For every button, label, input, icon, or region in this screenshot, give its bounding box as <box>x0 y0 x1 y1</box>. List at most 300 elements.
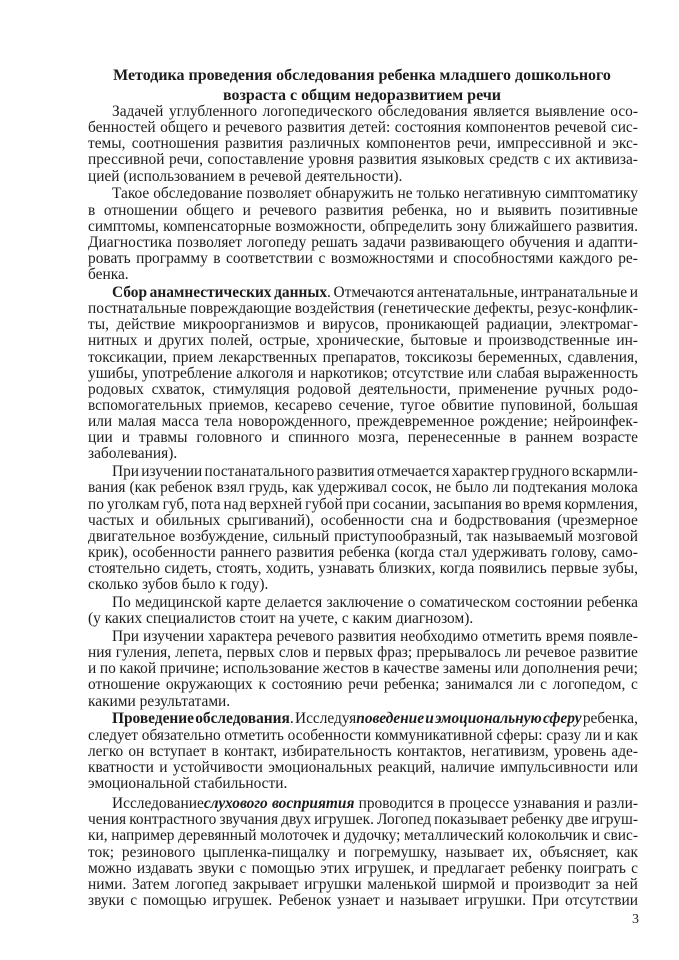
word: проводится <box>358 795 434 813</box>
word: с <box>631 859 638 877</box>
word: выявление <box>535 103 605 120</box>
word: и <box>88 660 97 678</box>
word: дефекты, <box>473 300 534 318</box>
word: является <box>473 103 530 120</box>
word: о <box>407 594 416 612</box>
word: спинного <box>288 429 350 447</box>
word: и <box>439 511 448 529</box>
word: году). <box>230 576 269 594</box>
word: импрессивной <box>497 135 592 153</box>
word: стимуляция <box>212 380 290 398</box>
page-number: 3 <box>632 912 639 927</box>
word: колокольчик <box>507 827 589 845</box>
word: и <box>332 827 341 845</box>
word: логопед <box>175 875 227 893</box>
word: и <box>306 316 315 334</box>
word: гуления, <box>115 644 172 662</box>
word: Такое <box>112 185 150 203</box>
word: первых <box>226 644 275 662</box>
word: дудочку; <box>343 827 401 845</box>
word: прерывалось <box>416 644 501 662</box>
word: их <box>554 151 571 169</box>
word: речевой <box>249 167 302 185</box>
text-line <box>88 529 638 545</box>
word: заболевания). <box>88 445 178 463</box>
word: масса <box>161 413 199 431</box>
word: и <box>143 332 153 350</box>
word: устойчивости <box>172 758 263 776</box>
word: и <box>242 201 251 219</box>
word: сколько <box>88 576 139 594</box>
word: контактов, <box>396 742 466 760</box>
word: характера <box>208 627 273 645</box>
word: средств <box>489 151 539 169</box>
word: с <box>631 676 638 694</box>
word: он <box>128 742 145 760</box>
word: логопедического <box>262 103 373 120</box>
word: или <box>494 660 519 678</box>
text-line <box>88 861 638 877</box>
word: обучения <box>509 233 571 251</box>
word: воздействия <box>294 300 375 318</box>
word: пуповиной, <box>500 397 576 414</box>
word: следует <box>88 726 139 744</box>
word: стоятельно <box>88 560 161 578</box>
text-line <box>88 120 638 136</box>
word: эмоциональную <box>435 710 542 728</box>
word: двух <box>281 811 312 829</box>
word: делается <box>265 594 323 612</box>
word: молока <box>591 479 638 497</box>
word: к <box>219 576 227 594</box>
word: например <box>111 827 175 845</box>
word: свис- <box>603 827 638 845</box>
text-line <box>88 136 638 152</box>
word: близких, <box>378 560 436 578</box>
word: ли <box>584 726 601 744</box>
word: и <box>629 283 638 301</box>
word: каким <box>352 610 393 628</box>
word: к <box>258 676 266 694</box>
word: в <box>437 795 446 813</box>
word: родовых <box>88 380 144 398</box>
text-line <box>88 877 638 893</box>
word: отметить <box>224 726 284 744</box>
word: обследование <box>153 185 243 203</box>
word: данных. <box>274 283 331 301</box>
word: особенности <box>287 726 372 744</box>
text-line <box>88 760 638 776</box>
word: избирательность <box>282 742 392 760</box>
word: Задачей <box>112 103 164 120</box>
word: речи, <box>456 135 491 153</box>
word: ребенку <box>510 859 563 877</box>
word: обязательно <box>141 726 221 744</box>
word: с <box>239 859 247 877</box>
word: ней <box>614 875 638 893</box>
word: развитие <box>579 644 638 662</box>
word: темы, <box>88 135 126 153</box>
word: с <box>543 151 551 169</box>
word: интранатальные <box>520 283 628 301</box>
word: и <box>385 892 394 910</box>
word: пота <box>191 495 221 513</box>
word: ходить, <box>265 560 314 578</box>
text-line <box>88 513 638 529</box>
word: сферы: <box>496 726 543 744</box>
word: и <box>121 429 130 447</box>
word: по <box>99 660 116 678</box>
text-line <box>88 285 638 301</box>
word: слов <box>278 644 309 662</box>
text-line <box>88 350 638 366</box>
word: препаратов, <box>322 348 400 366</box>
word: игрушек. <box>212 892 273 910</box>
word: мозговой <box>577 527 638 545</box>
text-line <box>88 382 638 398</box>
word: изучении <box>143 627 205 645</box>
word: прессивной <box>88 151 165 169</box>
text-line <box>88 645 638 661</box>
word: но <box>455 201 472 219</box>
word: ребенка; <box>383 676 440 694</box>
word: ручных <box>545 380 595 398</box>
word: не <box>436 479 452 497</box>
word: замены <box>442 660 491 678</box>
word: первых <box>325 644 374 662</box>
word: деревянный <box>178 827 257 845</box>
text-line <box>88 398 638 414</box>
word: зубы, <box>602 560 638 578</box>
word: взял <box>216 479 245 497</box>
word: слабая <box>496 364 540 382</box>
word: звуки <box>88 892 125 910</box>
word: с <box>540 676 547 694</box>
word: и <box>140 511 150 529</box>
word: контрастного <box>129 811 217 829</box>
text-line <box>88 545 638 561</box>
text-line <box>88 169 638 185</box>
word: и <box>583 795 593 813</box>
word: кватности <box>88 758 154 776</box>
text-line <box>88 561 638 577</box>
word: головного <box>196 429 263 447</box>
word: новорожденного, <box>238 413 351 431</box>
word: фраз; <box>377 644 413 662</box>
word: По <box>112 594 131 612</box>
word: (чрезмерное <box>557 511 638 529</box>
word: и <box>297 364 306 382</box>
word: и <box>604 726 613 744</box>
word: в <box>238 167 246 185</box>
word: и <box>212 119 221 137</box>
word: разли- <box>596 795 638 813</box>
word: узнавания <box>513 795 580 813</box>
word: состояния <box>394 119 462 137</box>
word: аде- <box>611 742 638 760</box>
word: эмоциональной <box>88 774 191 792</box>
text-line <box>88 694 638 710</box>
word: бодрствования <box>454 511 551 529</box>
text-line <box>88 611 638 627</box>
word: удерживал <box>317 479 388 497</box>
word: негативную <box>463 185 542 203</box>
word: травмы <box>138 429 188 447</box>
word: маленькой <box>367 875 437 893</box>
text-line <box>88 677 638 693</box>
word: сопоставление <box>207 151 304 169</box>
word: две <box>566 811 589 829</box>
word: тугое <box>400 397 435 414</box>
word: удерживать <box>471 544 547 561</box>
word: Проведение <box>112 710 194 728</box>
word: антенатальные, <box>416 283 518 301</box>
word: ли <box>492 479 509 497</box>
word: наркотиков; <box>310 364 388 382</box>
word: особенности <box>132 544 216 561</box>
word: узнает <box>337 892 380 910</box>
word: игруш- <box>591 811 638 829</box>
word: отношение <box>88 676 161 694</box>
word: как <box>616 843 638 861</box>
word: сразу <box>546 726 582 744</box>
word: позволяет <box>177 233 242 251</box>
word: возможностями <box>330 250 434 267</box>
word: общего <box>186 201 234 219</box>
word: употребление <box>141 364 233 382</box>
word: игрушки <box>304 875 362 893</box>
word: двигательное <box>88 527 176 545</box>
word: уровень <box>553 742 607 760</box>
word: обильных <box>155 511 221 529</box>
word: сосок, <box>391 479 432 497</box>
word: малая <box>117 413 157 431</box>
word: ции <box>88 429 113 447</box>
word: соотношения <box>131 135 219 153</box>
word: сферу <box>542 710 582 728</box>
word: время <box>522 495 562 513</box>
word: обследования <box>377 103 468 120</box>
word: какими <box>88 692 136 710</box>
word: мозга, <box>358 429 399 447</box>
word: заключение <box>326 594 404 612</box>
word: соматическом <box>419 594 511 612</box>
word: раннем <box>525 429 574 447</box>
word: стоять, <box>216 560 262 578</box>
word: их, <box>512 843 532 861</box>
word: речевого <box>259 201 317 219</box>
word: предлагает <box>433 859 505 877</box>
word: Исследованиеслухового <box>112 795 268 813</box>
word: ки, <box>88 827 108 845</box>
word: сильный <box>272 527 330 545</box>
text-line <box>88 333 638 349</box>
word: и <box>425 710 434 728</box>
text-line <box>88 595 638 611</box>
word: вания <box>88 479 126 497</box>
word: резинового <box>121 843 196 861</box>
word: появле- <box>588 627 638 645</box>
word: Диагностика <box>88 233 173 251</box>
word: узнавать <box>318 560 375 578</box>
text-line <box>88 776 638 792</box>
word: детей: <box>349 119 391 137</box>
word: результатами. <box>139 692 231 710</box>
word: резус-конфлик- <box>537 300 638 318</box>
word: большая <box>582 397 638 414</box>
word: действие <box>116 316 176 334</box>
word: игрушек. <box>314 811 374 829</box>
text-line <box>88 317 638 333</box>
word: раннего <box>220 544 272 561</box>
word: помощью <box>251 859 316 877</box>
word: сна <box>410 511 433 529</box>
word: развивающего <box>410 233 505 251</box>
word: состоянии <box>514 594 583 612</box>
word: губой <box>305 495 343 513</box>
paragraph <box>88 711 638 792</box>
word: адапти- <box>588 233 638 251</box>
word: можно <box>88 859 132 877</box>
text-line <box>88 446 638 462</box>
word: карте <box>226 594 262 612</box>
word: развития <box>358 151 417 169</box>
word: ушибы, <box>88 364 138 382</box>
word: речевого <box>276 627 334 645</box>
word: Затем <box>132 875 170 893</box>
paragraph <box>88 464 638 593</box>
word: сечение, <box>338 397 394 414</box>
word: причине; <box>159 660 220 678</box>
text-line <box>88 366 638 382</box>
word: поиграть <box>567 859 626 877</box>
word: цией <box>88 167 120 185</box>
paragraph <box>88 104 638 185</box>
word: появились <box>478 560 547 578</box>
word: повреждающие <box>189 300 292 318</box>
text-line <box>88 480 638 496</box>
word: крик), <box>88 544 128 561</box>
word: обследования. <box>195 710 294 728</box>
text-line <box>88 845 638 861</box>
word: сис- <box>610 119 638 137</box>
word: в <box>88 201 96 219</box>
word: время <box>545 627 585 645</box>
word: помощью <box>143 892 207 910</box>
word: логопедом, <box>552 676 626 694</box>
word: ребенка, <box>582 710 638 728</box>
word: молоточек <box>260 827 329 845</box>
word: различных <box>289 135 360 153</box>
word: ли <box>518 676 535 694</box>
text-line <box>88 267 638 283</box>
text-line <box>88 711 638 727</box>
word: рождение; <box>479 413 548 431</box>
word: компенсаторные <box>163 217 272 235</box>
word: Логопед <box>376 811 432 829</box>
word: эмоциональных <box>268 758 373 776</box>
word: экс- <box>612 135 638 153</box>
word: первые <box>551 560 599 578</box>
word: в <box>211 742 219 760</box>
word: называемый <box>492 527 574 545</box>
word: тела <box>204 413 233 431</box>
word: засыпания <box>433 495 502 513</box>
text-line <box>88 430 638 446</box>
word: беременных, <box>478 348 562 366</box>
word: и <box>473 332 482 350</box>
word: хронические, <box>316 332 404 350</box>
word: обнаружить <box>315 185 394 203</box>
word: речевого <box>225 119 283 137</box>
word: развития <box>316 463 375 481</box>
word: на <box>279 610 295 628</box>
word: цыпленка-пищалку <box>203 843 330 861</box>
word: ния <box>88 644 112 662</box>
word: осо- <box>610 103 638 120</box>
text-line <box>88 414 638 430</box>
word: ровать <box>88 250 131 267</box>
word: показывает <box>434 811 509 829</box>
word: постнатальные <box>88 300 187 318</box>
word: само- <box>601 544 638 561</box>
word: сдавления, <box>567 348 638 366</box>
word: (как <box>129 479 157 497</box>
word: приступообразный, <box>334 527 462 545</box>
word: характер <box>451 463 510 481</box>
text-line <box>88 661 638 677</box>
text-line <box>88 497 638 513</box>
word: называет <box>445 843 505 861</box>
word: речи <box>348 676 379 694</box>
word: При <box>112 627 140 645</box>
word: речи, <box>169 151 203 169</box>
word: легко <box>88 742 124 760</box>
word: лекарственных <box>218 348 318 366</box>
word: токсикации, <box>88 348 168 366</box>
word: активиза- <box>575 151 638 169</box>
word: стабильности. <box>194 774 288 792</box>
text-line <box>88 828 638 844</box>
word: применение <box>458 380 538 398</box>
word: окружающих <box>165 676 253 694</box>
text-line <box>88 744 638 760</box>
word: острые, <box>259 332 310 350</box>
word: обпределить <box>369 217 453 235</box>
word: игрушек, <box>354 859 415 877</box>
word: речи; <box>603 660 638 678</box>
word: соответствии <box>226 250 313 267</box>
word: использование <box>222 660 320 678</box>
text-line <box>88 104 638 120</box>
document-title <box>60 66 664 106</box>
word: Сбор <box>112 283 148 301</box>
title-line-1: Методика проведения обследования ребенка младшего дошкольного <box>113 67 611 84</box>
word: необходимо <box>400 627 479 645</box>
word: издавать <box>136 859 193 877</box>
document-body <box>88 104 638 911</box>
word: так <box>466 527 488 545</box>
word: ребенку <box>511 811 564 829</box>
word: в <box>509 429 517 447</box>
word: и <box>271 429 280 447</box>
word: вспомогательных <box>88 397 203 414</box>
word: или <box>467 364 493 382</box>
word: полей, <box>210 332 253 350</box>
word: деятельности). <box>305 167 403 185</box>
word: частых <box>88 511 135 529</box>
word: бенностей <box>88 119 156 137</box>
